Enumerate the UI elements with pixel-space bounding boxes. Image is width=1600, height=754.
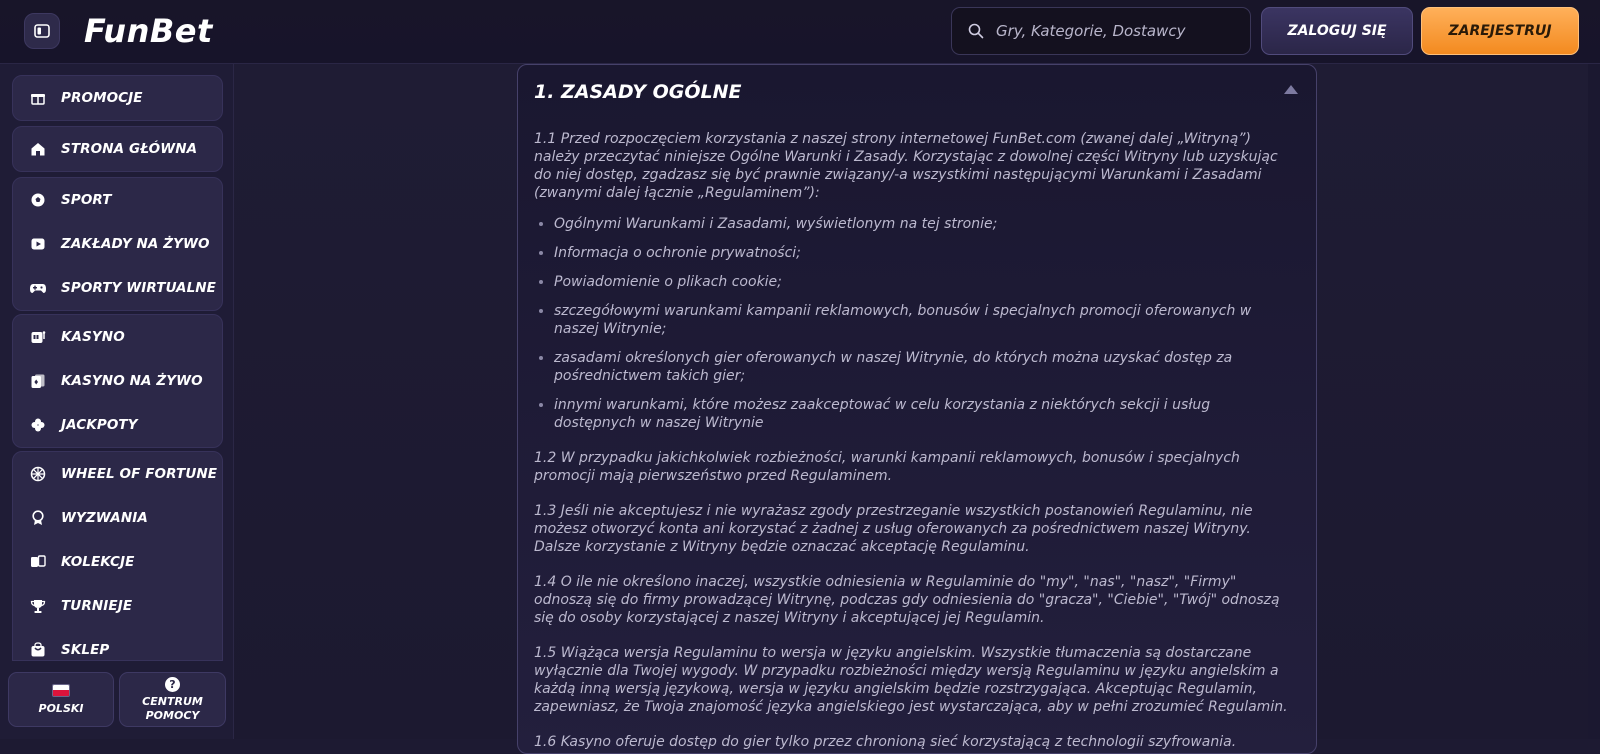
login-button[interactable]: ZALOGUJ SIĘ bbox=[1261, 7, 1413, 55]
sidebar-item-label: SPORTY WIRTUALNE bbox=[61, 280, 217, 296]
sidebar-item-label: TURNIEJE bbox=[61, 598, 133, 614]
language-selector-button[interactable] bbox=[8, 672, 114, 727]
sidebar-item-label: KASYNO bbox=[61, 329, 125, 345]
sidebar-toggle-button[interactable] bbox=[24, 13, 60, 49]
cards-icon bbox=[29, 372, 47, 390]
list-item: • zasadami określonych gier oferowanych w naszej Witrynie, do których można uzyskać dostęp za pośrednictwem takich gier; bbox=[554, 349, 1294, 385]
sidebar-group-extras bbox=[12, 451, 223, 661]
search-box[interactable] bbox=[951, 7, 1251, 55]
list-item: • Ogólnymi Warunkami i Zasadami, wyświetlonym na tej stronie; bbox=[554, 215, 1294, 233]
search-icon bbox=[968, 23, 984, 39]
list-item: • szczegółowymi warunkami kampanii reklamowych, bonusów i specjalnych promocji oferowanych w naszej Witrynie; bbox=[554, 302, 1294, 338]
medal-icon bbox=[29, 509, 47, 527]
terms-paragraph: 1.3 Jeśli nie akceptujesz i nie wyrażasz zgody przestrzeganie wszystkich postanowień Regulaminu, nie możesz otworzyć konta ani korzystać z żadnej z usług oferowanych za pośrednictwem naszej Witryny. Dalsze korzystanie z Witryny będzie oznaczać akceptację Regulaminu. bbox=[534, 503, 1253, 555]
sidebar-item-label: WYZWANIA bbox=[61, 510, 148, 526]
sidebar bbox=[0, 64, 234, 739]
sidebar-item-label: SKLEP bbox=[61, 642, 110, 658]
sidebar-item-sport[interactable] bbox=[13, 178, 222, 222]
page-scrollbar[interactable] bbox=[1588, 64, 1600, 739]
sidebar-item-label: STRONA GŁÓWNA bbox=[61, 141, 198, 157]
collapse-chevron-up-icon[interactable] bbox=[1284, 85, 1298, 94]
search-input[interactable] bbox=[994, 21, 1234, 41]
gift-icon bbox=[29, 89, 47, 107]
sidebar-group-casino bbox=[12, 314, 223, 448]
list-item: • innymi warunkami, które możesz zaakceptować w celu korzystania z niektórych sekcji i usług dostępnych w naszej Witrynie bbox=[554, 396, 1294, 432]
sidebar-item-label: JACKPOTY bbox=[61, 417, 138, 433]
list-item: • Powiadomienie o plikach cookie; bbox=[554, 273, 1294, 291]
sidebar-item-strona-glowna[interactable] bbox=[13, 127, 222, 171]
sidebar-group-sport bbox=[12, 177, 223, 311]
sidebar-item-turnieje[interactable] bbox=[13, 584, 222, 628]
sidebar-item-wyzwania[interactable] bbox=[13, 496, 222, 540]
sidebar-item-wheel-of-fortune[interactable] bbox=[13, 452, 222, 496]
sidebar-item-jackpoty[interactable] bbox=[13, 403, 222, 447]
help-icon: ? bbox=[165, 677, 180, 692]
help-label-line1: CENTRUM bbox=[142, 694, 203, 708]
sidebar-item-kasyno[interactable] bbox=[13, 315, 222, 359]
terms-paragraph: 1.5 Wiążąca wersja Regulaminu to wersja w języku angielskim. Wszystkie tłumaczenia są dostarczane wyłącznie dla Twojej wygody. W przypadku rozbieżności między wersją Regulaminu w języku angielskim a każdą inną wersją językową, wersja w języku angielskim będzie rozstrzygająca. Akceptując Regulamin, zapewniasz, że Twoja znajomość języka angielskiego jest wystarczająca, aby w pełni zrozumieć Regulamin. bbox=[534, 645, 1288, 715]
sidebar-toggle-icon bbox=[34, 23, 50, 39]
terms-paragraph: 1.2 W przypadku jakichkolwiek rozbieżności, warunki kampanii reklamowych, bonusów i specjalnych promocji mają pierwszeństwo przed Regulaminem. bbox=[534, 450, 1240, 484]
sidebar-item-kolekcje[interactable] bbox=[13, 540, 222, 584]
sidebar-item-kasyno-na-zywo[interactable] bbox=[13, 359, 222, 403]
live-play-icon bbox=[29, 235, 47, 253]
terms-content bbox=[534, 130, 1294, 754]
sidebar-item-label: KOLEKCJE bbox=[61, 554, 135, 570]
list-item: • Informacja o ochronie prywatności; bbox=[554, 244, 1294, 262]
terms-list bbox=[534, 215, 1294, 432]
gamepad-icon bbox=[29, 279, 47, 297]
help-center-button[interactable] bbox=[119, 672, 226, 727]
slot-machine-icon bbox=[29, 328, 47, 346]
top-header bbox=[0, 0, 1600, 64]
terms-paragraph: 1.6 Kasyno oferuje dostęp do gier tylko przez chronioną sieć korzystającą z technologii szyfrowania. bbox=[534, 734, 1237, 750]
terms-paragraph: 1.4 O ile nie określono inaczej, wszystkie odniesienia w Regulaminie do "my", "nas", "nasz", "Firmy" odnoszą się do firmy prowadzącej Witrynę, podczas gdy odniesienia do "gracza", "Ciebie", "Twój" odnoszą się do osoby korzystającej z naszej Witryny i akceptującej jej Regulamin. bbox=[534, 574, 1280, 626]
sidebar-item-zaklady-na-zywo[interactable] bbox=[13, 222, 222, 266]
sidebar-item-label: PROMOCJE bbox=[61, 90, 143, 106]
trophy-icon bbox=[29, 597, 47, 615]
clover-icon bbox=[29, 416, 47, 434]
home-icon bbox=[29, 140, 47, 158]
sidebar-group-promo bbox=[12, 75, 223, 121]
sidebar-item-sklep[interactable] bbox=[13, 628, 222, 661]
poland-flag-icon bbox=[52, 684, 70, 697]
help-label-line2: POMOCY bbox=[145, 708, 200, 722]
sidebar-item-label: SPORT bbox=[61, 192, 112, 208]
wheel-icon bbox=[29, 465, 47, 483]
soccer-ball-icon bbox=[29, 191, 47, 209]
language-label: POLSKI bbox=[38, 701, 84, 715]
funbet-logo[interactable]: FunBet bbox=[84, 12, 213, 50]
sidebar-item-promocje[interactable] bbox=[13, 76, 222, 120]
collection-icon bbox=[29, 553, 47, 571]
shop-icon bbox=[29, 641, 47, 659]
sidebar-item-label: ZAKŁADY NA ŻYWO bbox=[61, 236, 210, 252]
section-title[interactable]: 1. ZASADY OGÓLNE bbox=[534, 81, 742, 103]
sidebar-item-label: KASYNO NA ŻYWO bbox=[61, 373, 203, 389]
sidebar-item-label: WHEEL OF FORTUNE bbox=[61, 466, 218, 482]
terms-section-card bbox=[517, 64, 1317, 754]
sidebar-item-sporty-wirtualne[interactable] bbox=[13, 266, 222, 310]
terms-paragraph: 1.1 Przed rozpoczęciem korzystania z naszej strony internetowej FunBet.com (zwanej dalej „Witryną”) należy przeczytać niniejsze Ogólne Warunki i Zasady. Korzystając z dowolnej części Witryny lub uzyskując do niej dostęp, zgadzasz się być prawnie związany/-a wszystkimi następującymi Warunkami i Zasadami (zwanymi dalej łącznie „Regulaminem”): bbox=[534, 131, 1278, 201]
sidebar-group-home bbox=[12, 126, 223, 172]
register-button[interactable]: ZAREJESTRUJ bbox=[1421, 7, 1579, 55]
